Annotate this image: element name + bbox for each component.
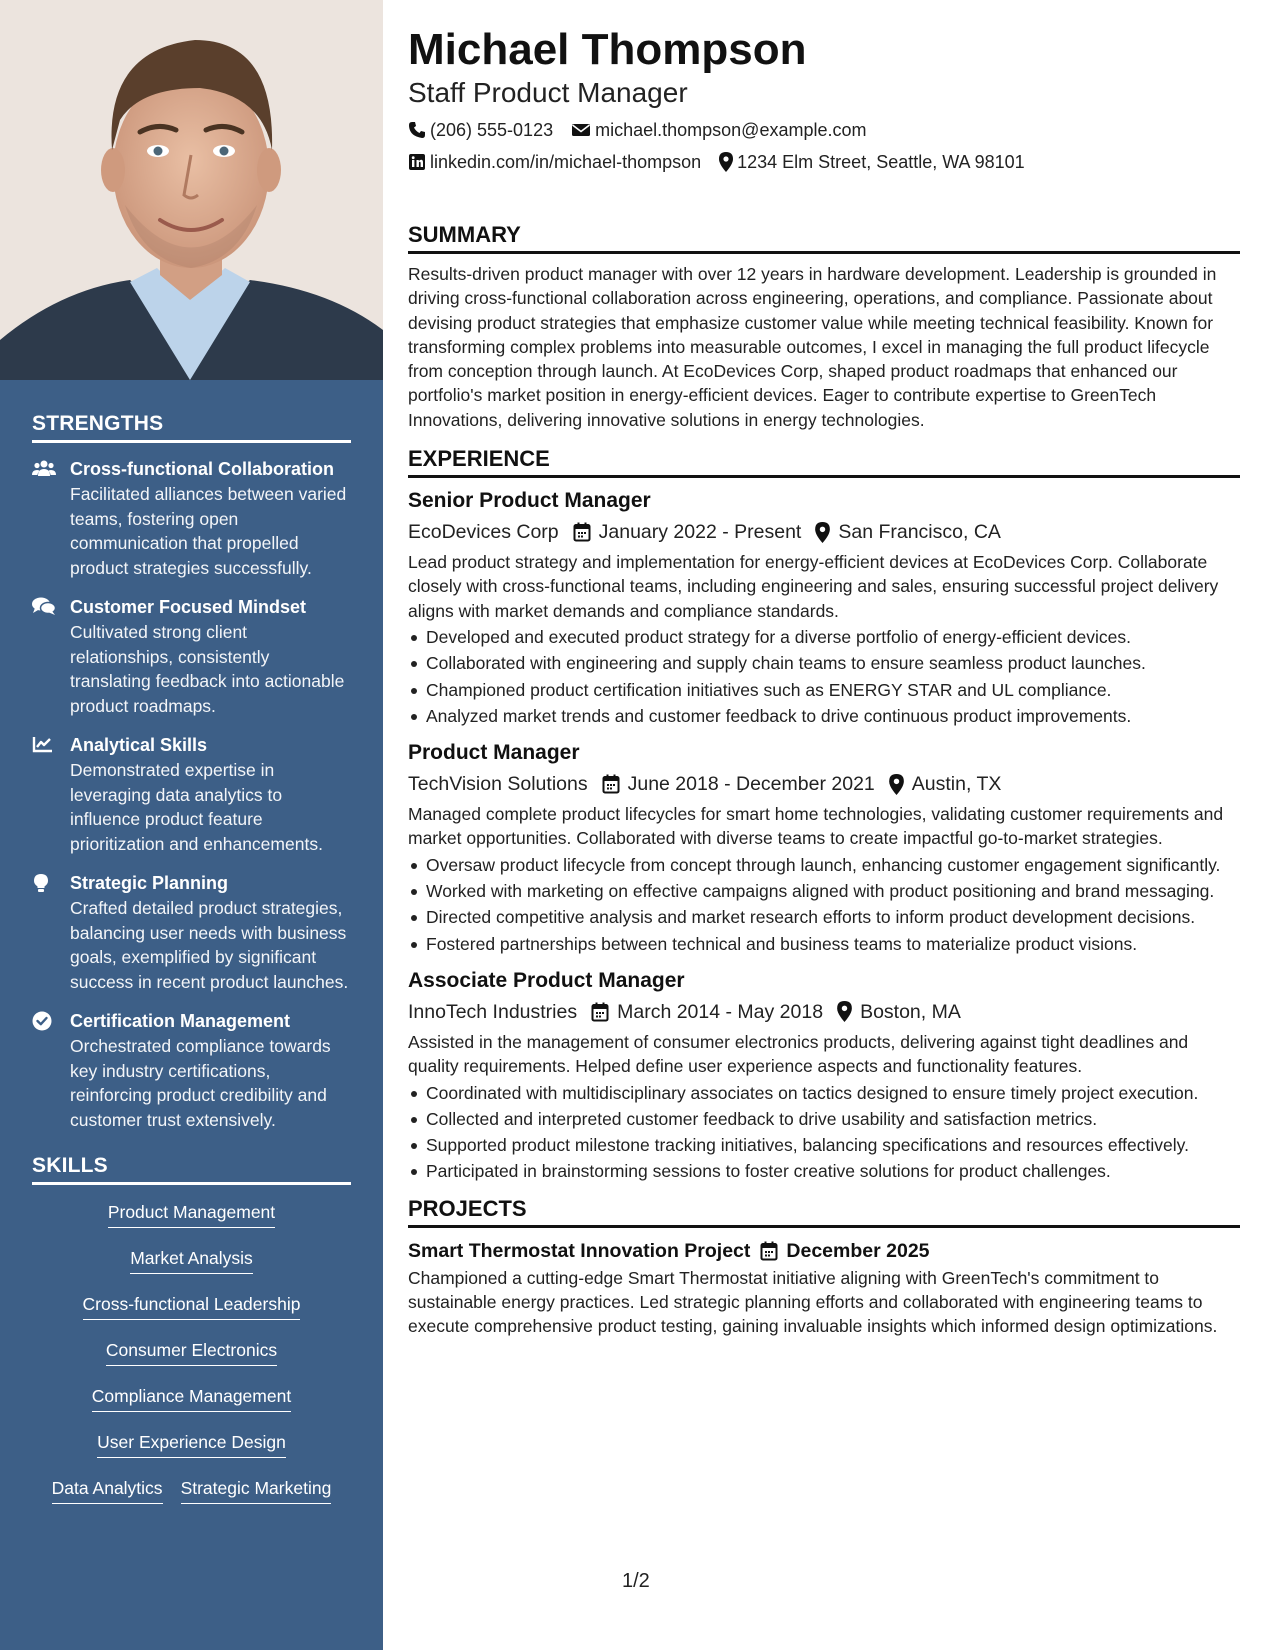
email-address: michael.thompson@example.com: [595, 120, 867, 140]
address-contact: [719, 146, 1025, 178]
skills-heading: SKILLS: [32, 1154, 351, 1185]
projects-heading: PROJECTS: [408, 1196, 1240, 1228]
sidebar: [0, 0, 383, 1650]
job-bullets: [408, 1081, 1240, 1184]
skill-tag: Consumer Electronics: [106, 1339, 277, 1366]
list-item: Directed competitive analysis and market research efforts to inform product development decisions.: [408, 905, 1240, 929]
list-item: Supported product milestone tracking initiatives, balancing specifications and resources effectively.: [408, 1133, 1240, 1157]
job-entry: [408, 738, 1240, 956]
strength-title: Analytical Skills: [70, 735, 208, 755]
calendar-icon: [591, 1002, 609, 1022]
chat-bubbles-icon: [32, 595, 70, 718]
list-item: Developed and executed product strategy for a diverse portfolio of energy-efficient devices.: [408, 625, 1240, 649]
job-entry: [408, 486, 1240, 728]
strength-item: [32, 1009, 351, 1132]
experience-heading: EXPERIENCE: [408, 446, 1240, 478]
job-bullets: [408, 853, 1240, 956]
job-description: Lead product strategy and implementation for energy-efficient devices at EcoDevices Corp. Collaborate closely with cross-functional teams, including engineering and sales, ensuring successful project delivery aligns with market demands and compliance standards.: [408, 552, 1219, 621]
street-address: 1234 Elm Street, Seattle, WA 98101: [737, 152, 1025, 172]
strength-desc: Orchestrated compliance towards key industry certifications, reinforcing product credibility and customer trust extensively.: [70, 1036, 331, 1130]
job-dates: January 2022 - Present: [598, 521, 802, 544]
profile-photo: [0, 0, 383, 380]
job-location: Austin, TX: [911, 773, 1002, 796]
line-chart-icon: [32, 733, 70, 856]
job-dates: June 2018 - December 2021: [627, 773, 875, 796]
skill-tag: Strategic Marketing: [181, 1477, 332, 1504]
phone-icon: [408, 121, 426, 139]
job-entry: [408, 966, 1240, 1184]
calendar-icon: [602, 774, 620, 794]
skill-tag: Market Analysis: [130, 1247, 253, 1274]
list-item: Collaborated with engineering and supply chain teams to ensure seamless product launches.: [408, 651, 1240, 675]
strength-desc: Crafted detailed product strategies, balancing user needs with business goals, exemplified by significant success in recent product launches.: [70, 898, 349, 992]
job-dates: March 2014 - May 2018: [617, 1000, 824, 1023]
summary-text: Results-driven product manager with over 12 years in hardware development. Leadership is grounded in driving cross-functional collaboration across engineering, operations, and compliance. Passionate about devising product strategies that emphasize customer value while meeting technical feasibility. Known for transforming complex problems into measurable outcomes, I excel in managing the full product lifecycle from conception through launch. At EcoDevices Corp, shaped product roadmaps that enhanced our portfolio's market position in energy-efficient devices. Eager to contribute expertise to GreenTech Innovations, delivering innovative solutions in energy technologies.: [408, 264, 1217, 430]
strength-title: Strategic Planning: [70, 873, 229, 893]
strength-desc: Cultivated strong client relationships, consistently translating feedback into actionable product roadmaps.: [70, 622, 345, 716]
strength-title: Cross-functional Collaboration: [70, 459, 335, 479]
job-company: EcoDevices Corp: [408, 521, 559, 544]
skill-tag: User Experience Design: [97, 1431, 286, 1458]
strength-item: [32, 733, 351, 856]
job-company: InnoTech Industries: [408, 1000, 578, 1023]
job-description: Managed complete product lifecycles for smart home technologies, validating customer requirements and market opportunities. Collaborated with diverse teams to create impactful go-to-market strategies.: [408, 804, 1224, 849]
lightbulb-icon: [32, 871, 70, 994]
job-title: Product Manager: [408, 741, 580, 765]
job-location: San Francisco, CA: [838, 521, 1001, 544]
strength-item: [32, 871, 351, 994]
skill-tag: Data Analytics: [52, 1477, 163, 1504]
project-date: December 2025: [786, 1239, 930, 1262]
list-item: Participated in brainstorming sessions to foster creative solutions for product challenges.: [408, 1159, 1240, 1183]
phone-contact[interactable]: [408, 114, 553, 146]
portrait-illustration: [0, 0, 383, 380]
list-item: Collected and interpreted customer feedback to drive usability and satisfaction metrics.: [408, 1107, 1240, 1131]
job-company: TechVision Solutions: [408, 773, 588, 796]
contact-row: [408, 146, 1240, 178]
strength-title: Customer Focused Mindset: [70, 597, 307, 617]
calendar-icon: [760, 1241, 778, 1261]
linkedin-icon: [408, 153, 426, 171]
list-item: Fostered partnerships between technical and business teams to materialize product visions.: [408, 932, 1240, 956]
envelope-icon: [571, 122, 591, 138]
candidate-role: Staff Product Manager: [408, 77, 688, 108]
map-pin-icon: [719, 152, 733, 172]
map-pin-icon: [837, 1001, 852, 1022]
strength-title: Certification Management: [70, 1011, 291, 1031]
strengths-heading: STRENGTHS: [32, 412, 351, 443]
phone-number: (206) 555-0123: [430, 120, 554, 140]
email-contact[interactable]: [571, 114, 866, 146]
strength-desc: Demonstrated expertise in leveraging data analytics to influence product feature prioritization and enhancements.: [70, 760, 323, 854]
linkedin-contact[interactable]: [408, 146, 701, 178]
main-content: [408, 24, 1240, 1339]
job-location: Boston, MA: [860, 1000, 961, 1023]
candidate-name: Michael Thompson: [408, 25, 807, 74]
linkedin-url: linkedin.com/in/michael-thompson: [430, 152, 702, 172]
skill-tag: Compliance Management: [92, 1385, 291, 1412]
summary-heading: SUMMARY: [408, 222, 1240, 254]
project-entry: [408, 1236, 1240, 1339]
skill-tag: Cross-functional Leadership: [83, 1293, 301, 1320]
strength-desc: Facilitated alliances between varied teams, fostering open communication that propelled product strategies successfully.: [70, 484, 347, 578]
strength-item: [32, 595, 351, 718]
users-icon: [32, 457, 70, 580]
skills-list: [32, 1199, 351, 1523]
list-item: Coordinated with multidisciplinary associates on tactics designed to ensure timely project execution.: [408, 1081, 1240, 1105]
job-meta: [408, 996, 1240, 1028]
job-title: Associate Product Manager: [408, 968, 685, 992]
strength-item: [32, 457, 351, 580]
job-description: Assisted in the management of consumer electronics products, delivering against tight deadlines and quality requirements. Helped define user experience aspects and functionality features.: [408, 1031, 1189, 1077]
list-item: Worked with marketing on effective campaigns aligned with product positioning and brand messaging.: [408, 879, 1240, 903]
list-item: Championed product certification initiatives such as ENERGY STAR and UL compliance.: [408, 678, 1240, 702]
skill-tag: Product Management: [108, 1201, 275, 1228]
contact-row: [408, 114, 1240, 146]
list-item: Analyzed market trends and customer feedback to drive continuous product improvements.: [408, 704, 1240, 728]
job-bullets: [408, 625, 1240, 728]
map-pin-icon: [815, 522, 830, 543]
project-title: Smart Thermostat Innovation Project: [408, 1239, 751, 1262]
job-meta: [408, 516, 1240, 548]
list-item: Oversaw product lifecycle from concept through launch, enhancing customer engagement significantly.: [408, 853, 1240, 877]
job-meta: [408, 768, 1240, 800]
check-circle-icon: [32, 1009, 70, 1132]
calendar-icon: [573, 522, 591, 542]
project-header: [408, 1236, 1240, 1266]
page-indicator: 1/2: [622, 1570, 650, 1592]
map-pin-icon: [889, 774, 904, 795]
project-description: Championed a cutting-edge Smart Thermostat initiative aligning with GreenTech's commitment to sustainable energy practices. Led strategic planning efforts and collaborated with engineering teams to execute comprehensive product testing, gaining invaluable insights which informed design optimizations.: [408, 1267, 1218, 1337]
job-title: Senior Product Manager: [408, 489, 651, 513]
